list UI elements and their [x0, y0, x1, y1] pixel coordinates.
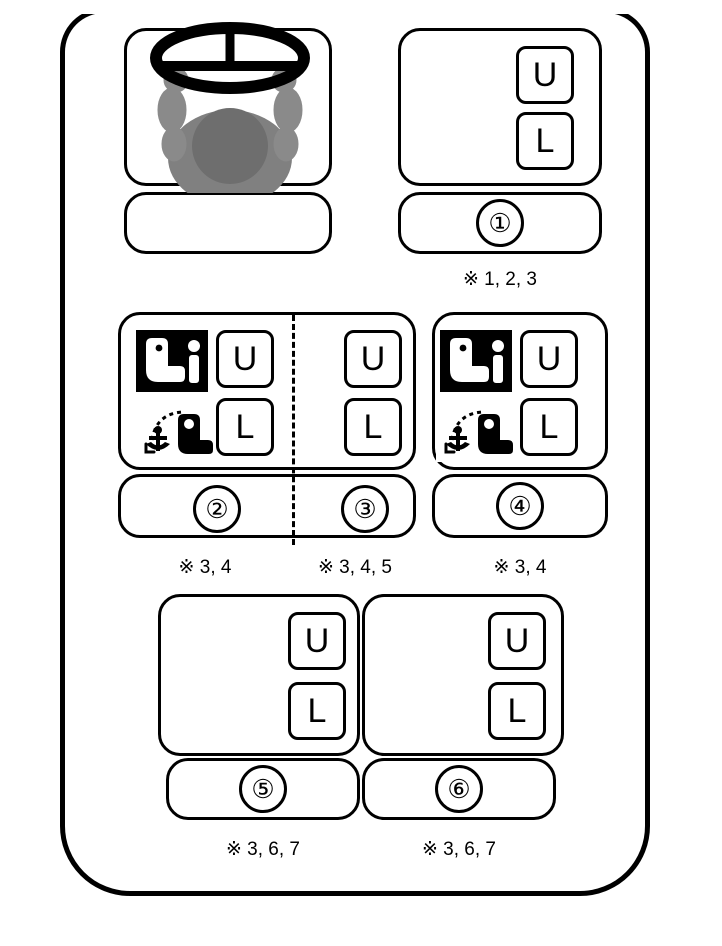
seat-4-letter-u: U	[520, 330, 578, 388]
seat-1-number: ①	[476, 199, 524, 247]
seat-5-number-row	[166, 758, 360, 820]
driver-with-steering-wheel-icon	[140, 18, 320, 193]
cabin-top-opening	[64, 0, 646, 14]
seat-6-letter-u: U	[488, 612, 546, 670]
seat-5-number: ⑤	[239, 765, 287, 813]
seat-4-note: ※ 3, 4	[493, 557, 547, 578]
seat-5-note: ※ 3, 6, 7	[225, 839, 300, 860]
driver-seat-cushion	[124, 192, 332, 254]
seat-6-number-row	[362, 758, 556, 820]
seat-3-letter-u: U	[344, 330, 402, 388]
seat-4-isofix-child-seat-icon	[440, 330, 512, 392]
seat-6-number: ⑥	[435, 765, 483, 813]
seat-1-letter-l: L	[516, 112, 574, 170]
seat-4-number-row	[432, 474, 608, 538]
seat-1-letter-u: U	[516, 46, 574, 104]
seat-4-top-tether-anchor-icon	[436, 400, 514, 462]
seat-2-letter-l: L	[216, 398, 274, 456]
seat-2-number: ②	[193, 485, 241, 533]
seat-2-letter-u: U	[216, 330, 274, 388]
seat-2-top-tether-anchor-icon	[136, 400, 214, 462]
seat-2-note: ※ 3, 4	[178, 557, 232, 578]
seat-6-letter-l: L	[488, 682, 546, 740]
seat-4-number: ④	[496, 482, 544, 530]
seat-3-letter-l: L	[344, 398, 402, 456]
seat-1-number-row	[398, 192, 602, 254]
seat-1-note: ※ 1, 2, 3	[462, 269, 537, 290]
seat-2-3-divider	[292, 315, 295, 545]
seat-5-letter-u: U	[288, 612, 346, 670]
seat-5-letter-l: L	[288, 682, 346, 740]
seat-3-number: ③	[341, 485, 389, 533]
seat-6-note: ※ 3, 6, 7	[421, 839, 496, 860]
seat-3-note: ※ 3, 4, 5	[317, 557, 392, 578]
seat-2-isofix-child-seat-icon	[136, 330, 208, 392]
seat-4-letter-l: L	[520, 398, 578, 456]
